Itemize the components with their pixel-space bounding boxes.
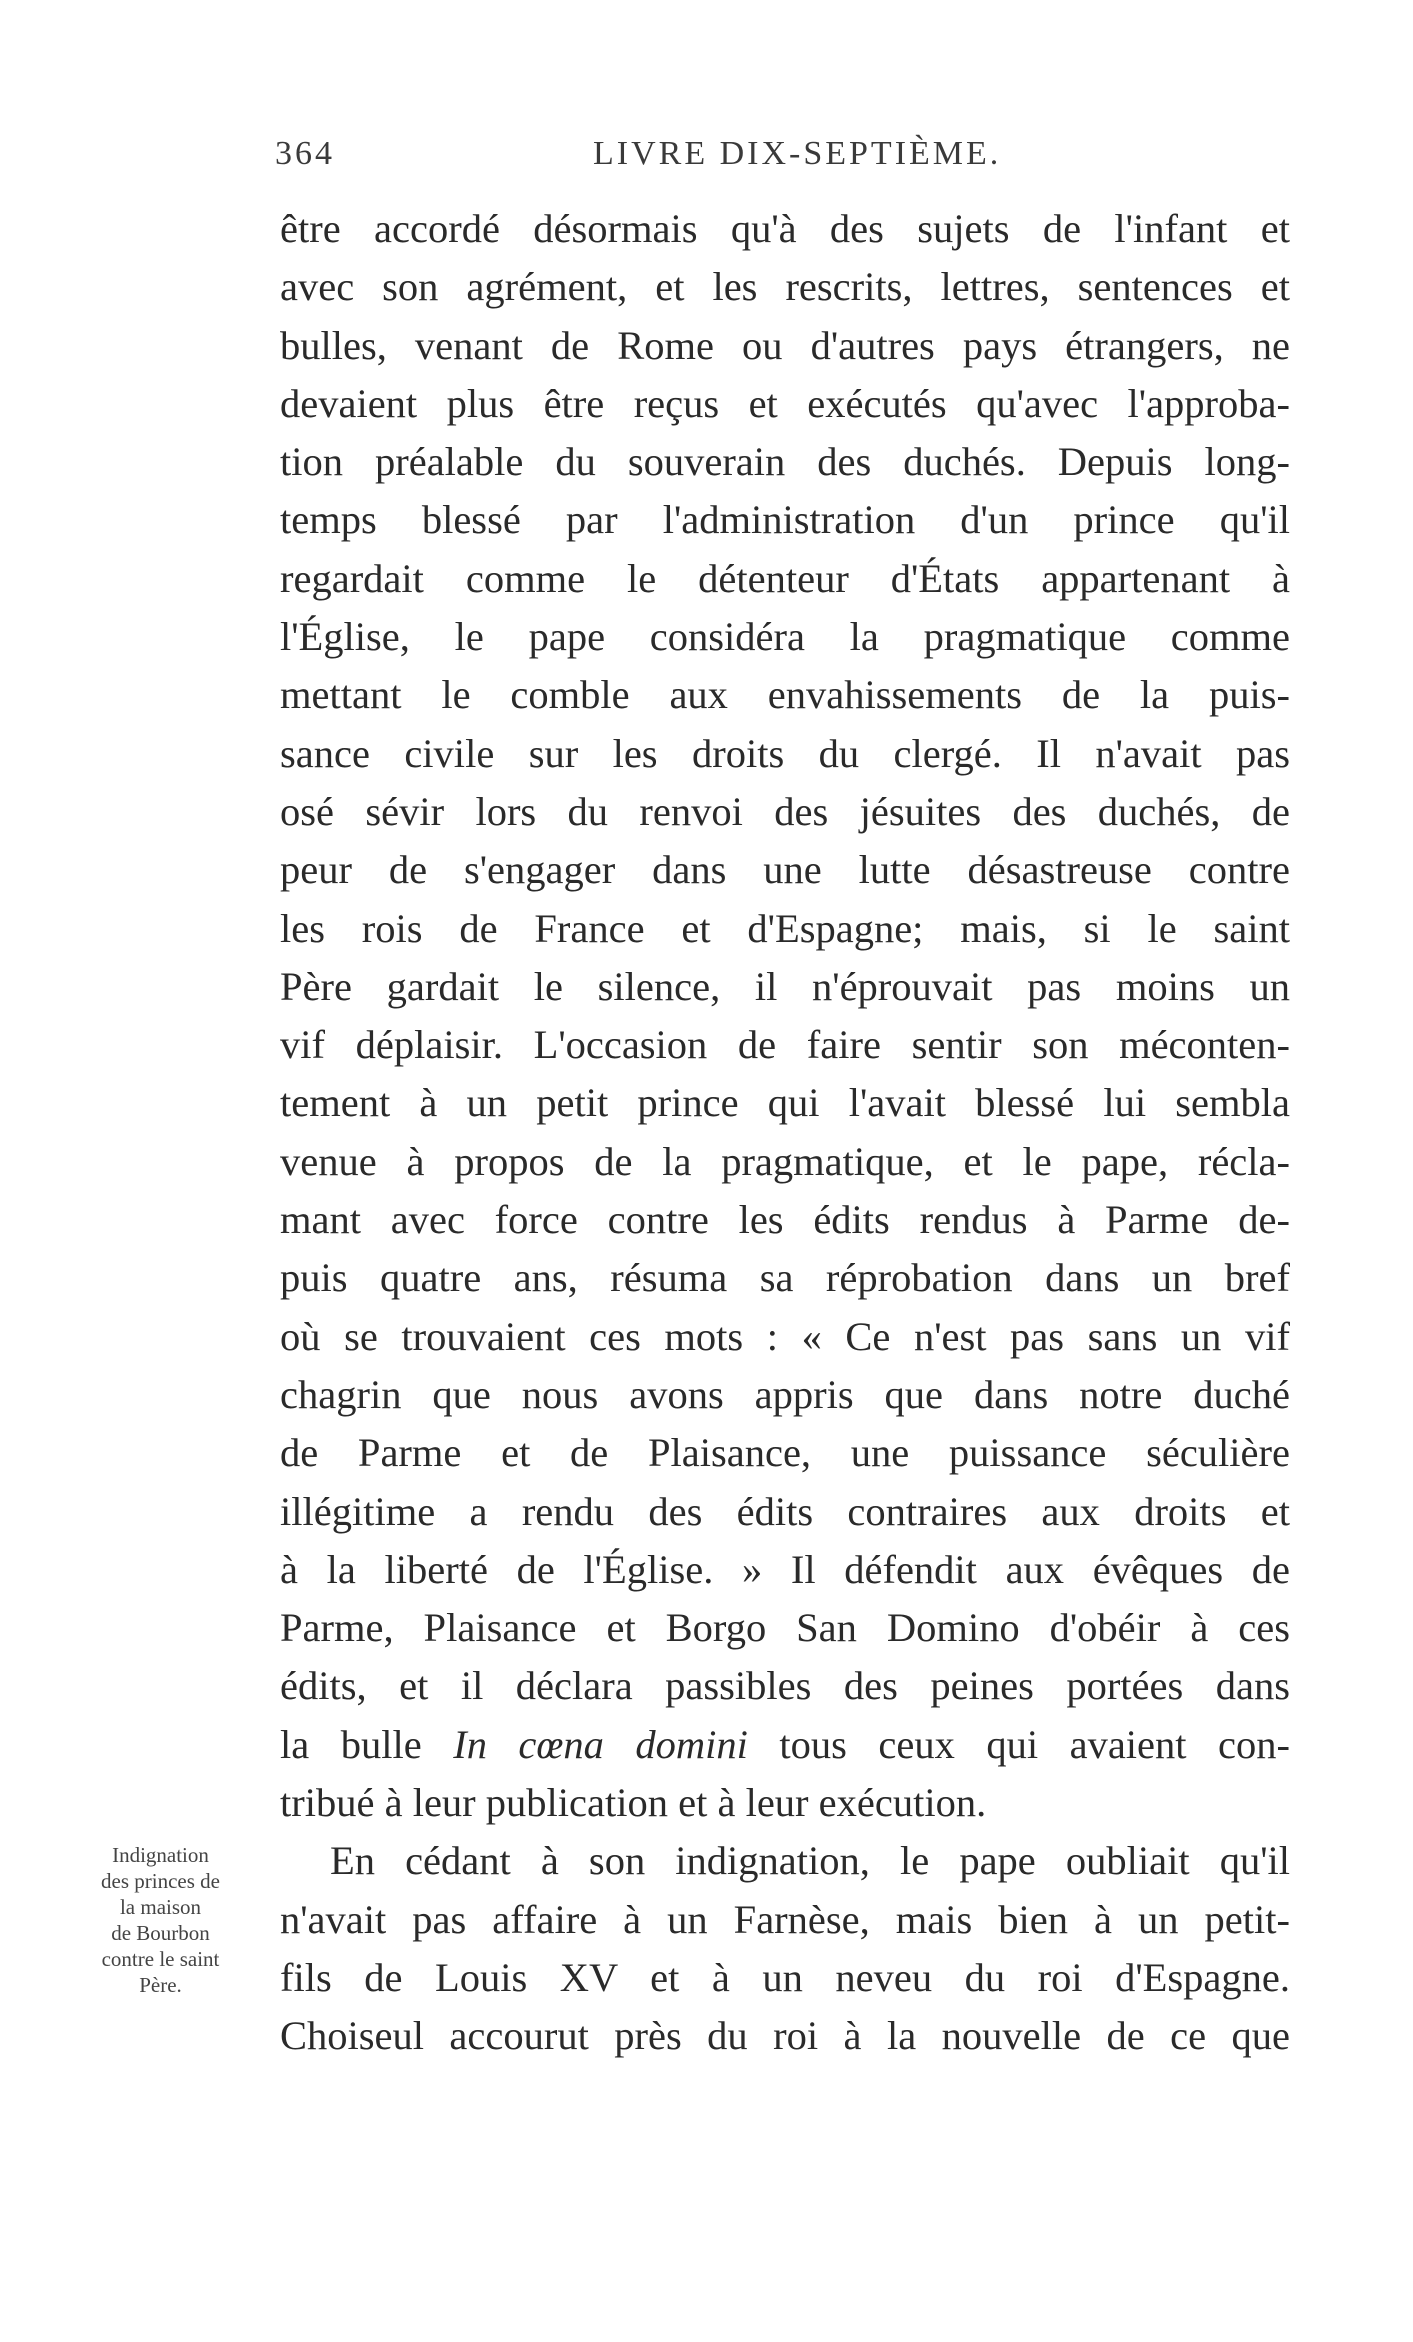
text-line: sance civile sur les droits du clergé. Il n'avait pas — [280, 730, 1290, 776]
text-line: être accordé désormais qu'à des sujets de l'infant et — [280, 206, 1290, 251]
text-segment: tous ceux qui avaient con- — [747, 1721, 1290, 1767]
text-line: n'avait pas affaire à un Farnèse, mais bien à un petit- — [280, 1896, 1290, 1942]
text-line: chagrin que nous avons appris que dans notre duché — [280, 1371, 1290, 1417]
text-line: Choiseul accourut près du roi à la nouvelle de ce que — [280, 2013, 1290, 2059]
text-line: l'Église, le pape considéra la pragmatique comme — [280, 614, 1290, 660]
margin-note-line: la maison — [119, 1895, 202, 1919]
margin-note-line: des princes de — [101, 1869, 220, 1893]
text-line: peur de s'engager dans une lutte désastreuse contre — [280, 847, 1290, 893]
text-segment: la bulle — [280, 1721, 454, 1767]
italic-title: In cœna domini — [453, 1721, 748, 1767]
paragraph-start-line: En cédant à son indignation, le pape oubliait qu'il — [330, 1838, 1290, 1884]
margin-note — [48, 1842, 273, 1998]
text-line: où se trouvaient ces mots : « Ce n'est pas sans un vif — [280, 1313, 1290, 1359]
running-head — [275, 135, 1295, 185]
margin-note-line: Indignation — [112, 1843, 209, 1867]
text-line: tement à un petit prince qui l'avait blessé lui sembla — [280, 1080, 1290, 1126]
text-line: avec son agrément, et les rescrits, lettres, sentences et — [280, 264, 1290, 310]
text-line: devaient plus être reçus et exécutés qu'avec l'approba- — [280, 380, 1290, 426]
margin-note-line: Père. — [139, 1973, 182, 1997]
margin-note-line: de Bourbon — [111, 1921, 210, 1945]
text-line-with-italic — [280, 1716, 1290, 1774]
text-line: Parme, Plaisance et Borgo San Domino d'obéir à ces — [280, 1605, 1290, 1651]
margin-note-line: contre le saint — [101, 1947, 220, 1971]
text-line: vif déplaisir. L'occasion de faire sentir son méconten- — [280, 1022, 1290, 1068]
paragraph-end-line: tribué à leur publication et à leur exécution. — [280, 1780, 987, 1826]
text-line: venue à propos de la pragmatique, et le pape, récla- — [280, 1138, 1290, 1184]
text-line: à la liberté de l'Église. » Il défendit aux évêques de — [280, 1546, 1290, 1592]
text-line: mettant le comble aux envahissements de la puis- — [280, 672, 1290, 718]
text-line: les rois de France et d'Espagne; mais, si le saint — [280, 905, 1290, 951]
body-text — [280, 200, 1290, 2066]
running-title: LIVRE DIX-SEPTIÈME. — [593, 135, 1002, 172]
text-line: bulles, venant de Rome ou d'autres pays étrangers, ne — [280, 322, 1290, 368]
text-line: mant avec force contre les édits rendus à Parme de- — [280, 1197, 1290, 1243]
text-line: regardait comme le détenteur d'États appartenant à — [280, 555, 1290, 601]
text-line: édits, et il déclara passibles des peines portées dans — [280, 1663, 1290, 1709]
text-line: illégitime a rendu des édits contraires aux droits et — [280, 1488, 1290, 1534]
text-line: fils de Louis XV et à un neveu du roi d'Espagne. — [280, 1954, 1290, 2000]
page-number: 364 — [275, 135, 335, 172]
text-line: puis quatre ans, résuma sa réprobation dans un bref — [280, 1255, 1290, 1301]
text-line: tion préalable du souverain des duchés. Depuis long- — [280, 439, 1290, 485]
text-line: Père gardait le silence, il n'éprouvait pas moins un — [280, 963, 1290, 1009]
text-line: de Parme et de Plaisance, une puissance séculière — [280, 1430, 1290, 1476]
text-line: osé sévir lors du renvoi des jésuites des duchés, de — [280, 788, 1290, 834]
text-line: temps blessé par l'administration d'un prince qu'il — [280, 497, 1290, 543]
